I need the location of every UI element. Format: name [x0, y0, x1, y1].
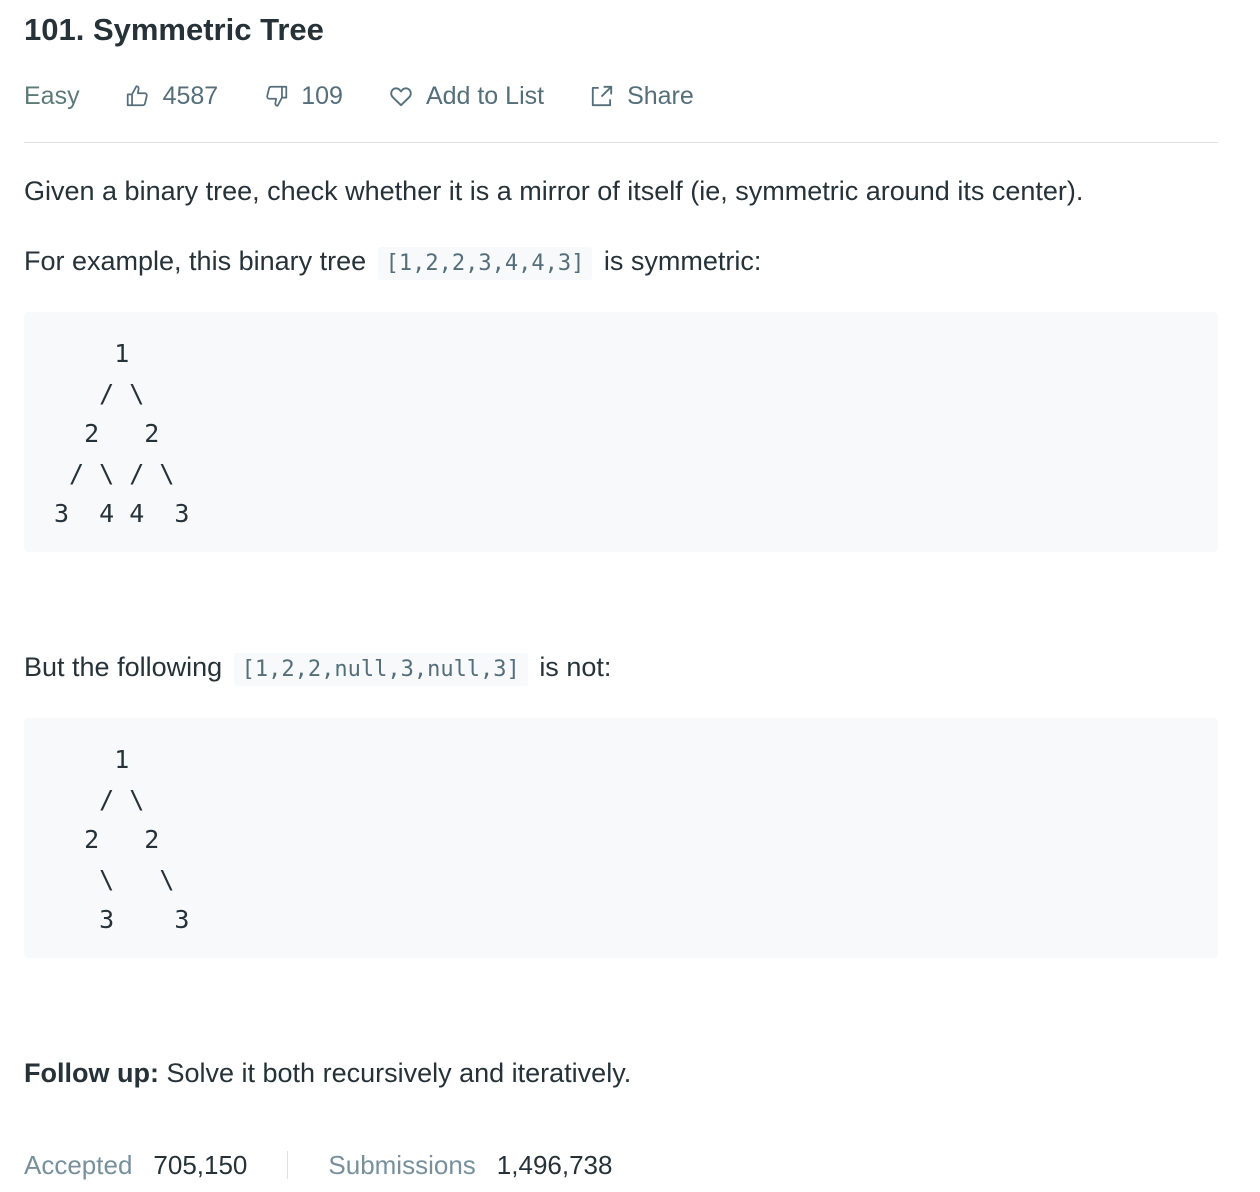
- share-label: Share: [627, 81, 694, 110]
- stats-divider: [287, 1151, 288, 1179]
- follow-up-text: Solve it both recursively and iteratively.: [166, 1058, 632, 1088]
- follow-up-label: Follow up:: [24, 1058, 159, 1088]
- accepted-value: 705,150: [153, 1149, 248, 1180]
- example1-tree: 1 / \ 2 2 / \ / \ 3 4 4 3: [54, 339, 190, 528]
- dislike-count: 109: [301, 81, 343, 110]
- submissions-label: Submissions: [328, 1149, 476, 1180]
- submissions-value: 1,496,738: [496, 1149, 613, 1180]
- add-to-list-label: Add to List: [425, 81, 545, 110]
- thumbs-down-icon: [262, 82, 290, 110]
- follow-up: [24, 1058, 631, 1089]
- example1-code: [1,2,2,3,4,4,3]: [378, 247, 593, 280]
- thumbs-up-icon: [124, 82, 152, 110]
- add-to-list-button[interactable]: [387, 82, 544, 111]
- example1-prefix: For example, this binary tree: [24, 246, 367, 276]
- header-divider: [24, 142, 1218, 143]
- example2-prefix: But the following: [24, 652, 223, 682]
- example2-tree: 1 / \ 2 2 \ \ 3 3: [84, 745, 190, 934]
- like-count: 4587: [162, 81, 219, 110]
- example1-suffix: is symmetric:: [603, 246, 762, 276]
- problem-meta-row: [24, 78, 738, 114]
- share-icon: [588, 82, 616, 110]
- example2-tree-block: [24, 718, 1218, 958]
- share-button[interactable]: [588, 82, 694, 111]
- example2-suffix: is not:: [539, 652, 612, 682]
- example1-tree-block: [24, 312, 1218, 552]
- heart-icon: [387, 82, 415, 110]
- example2-sentence: [24, 652, 611, 683]
- example2-code: [1,2,2,null,3,null,3]: [234, 653, 528, 686]
- dislike-button[interactable]: [262, 82, 343, 111]
- example1-sentence: [24, 246, 761, 277]
- like-button[interactable]: [124, 82, 219, 111]
- submission-stats: [24, 1146, 612, 1184]
- difficulty-badge: Easy: [24, 81, 80, 110]
- problem-intro: Given a binary tree, check whether it is a mirror of itself (ie, symmetric around its center).: [24, 176, 1084, 206]
- problem-title: 101. Symmetric Tree: [24, 12, 324, 47]
- accepted-label: Accepted: [24, 1149, 133, 1180]
